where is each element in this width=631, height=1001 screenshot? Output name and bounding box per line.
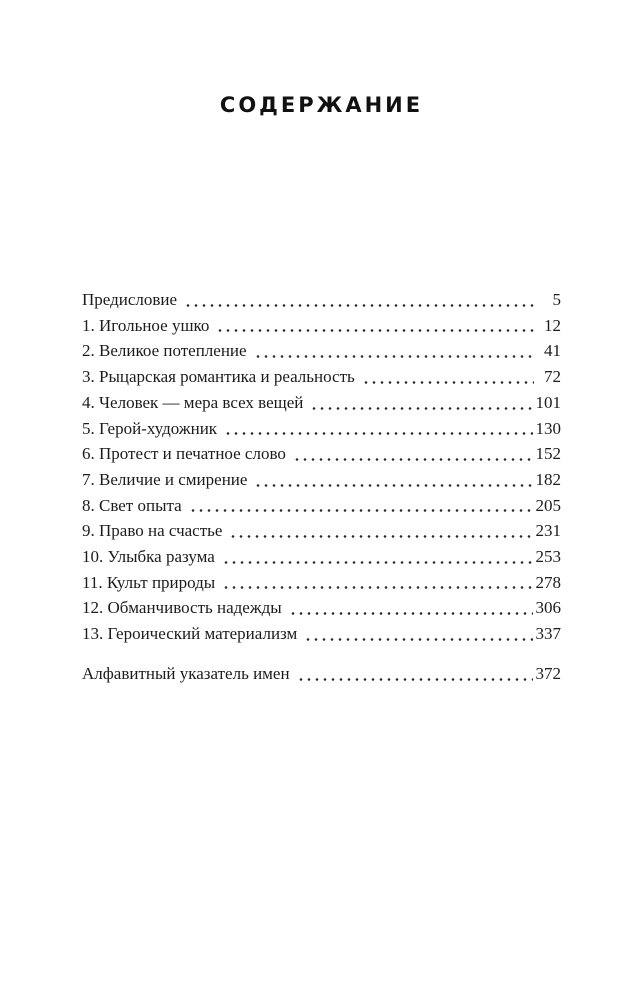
toc-entry-page: 205	[535, 495, 561, 515]
toc-entry-page: 337	[535, 624, 561, 644]
toc-entry-page: 130	[535, 418, 561, 438]
toc-entry-label: Предисловие	[82, 290, 178, 309]
dot-leader	[304, 621, 532, 647]
toc-entry	[82, 621, 561, 647]
toc-entry-page: 41	[544, 341, 561, 361]
toc-entry-label: 9. Право на счастье	[82, 521, 223, 541]
toc-entry-page: 306	[535, 598, 561, 618]
dot-leader	[254, 467, 532, 493]
dot-leader	[293, 441, 533, 467]
toc-entry	[82, 416, 561, 442]
toc-entry-page: 372	[535, 663, 561, 683]
dot-leader	[184, 287, 534, 313]
toc-entry	[82, 570, 561, 596]
dot-leader	[289, 595, 533, 621]
toc-entry-label: 11. Культ природы	[82, 572, 216, 592]
toc-entry-page: 12	[544, 315, 561, 335]
dot-leader	[254, 338, 534, 364]
dot-leader	[189, 493, 533, 519]
toc-entry-label: Алфавитный указатель имен	[82, 663, 290, 683]
toc-entry-page: 152	[535, 444, 561, 464]
toc-entry	[82, 338, 561, 364]
toc-entry-label: 2. Великое потепление	[82, 341, 247, 361]
toc-entry-label: 12. Обманчивость надежды	[82, 598, 282, 618]
toc-entry-label: 13. Героический материализм	[82, 624, 298, 644]
dot-leader	[310, 390, 532, 416]
toc-entry-page: 101	[535, 392, 561, 412]
dot-leader	[362, 364, 534, 390]
toc-entry-page: 253	[535, 547, 561, 567]
toc-list	[82, 287, 561, 687]
toc-entry-page: 182	[535, 469, 561, 489]
dot-leader	[222, 570, 532, 596]
toc-entry	[82, 518, 561, 544]
toc-entry-page: 5	[552, 290, 561, 309]
dot-leader	[222, 544, 533, 570]
toc-entry-label: 3. Рыцарская романтика и реальность	[82, 367, 355, 387]
toc-title: СОДЕРЖАНИЕ	[219, 93, 424, 117]
dot-leader	[297, 661, 533, 687]
toc-entry-page: 72	[544, 367, 561, 387]
toc-entry-label: 1. Игольное ушко	[82, 315, 210, 335]
toc-entry	[82, 441, 561, 467]
toc-entry-page: 278	[535, 572, 561, 592]
toc-entry	[82, 313, 561, 339]
dot-leader	[224, 416, 532, 442]
dot-leader	[229, 518, 532, 544]
toc-entry-label: 7. Величие и смирение	[82, 469, 248, 489]
toc-entry	[82, 544, 561, 570]
toc-entry	[82, 390, 561, 416]
toc-entry	[82, 467, 561, 493]
toc-entry-label: 10. Улыбка разума	[82, 547, 215, 567]
toc-entry	[82, 287, 561, 313]
toc-entry	[82, 493, 561, 519]
dot-leader	[216, 313, 534, 339]
toc-entry-label: 5. Герой-художник	[82, 418, 218, 438]
toc-entry-label: 8. Свет опыта	[82, 495, 182, 515]
toc-entry	[82, 595, 561, 621]
toc-entry	[82, 661, 561, 687]
toc-entry-label: 6. Протест и печатное слово	[82, 444, 286, 464]
toc-entry	[82, 364, 561, 390]
toc-entry-label: 4. Человек — мера всех вещей	[82, 392, 304, 412]
toc-entry-page: 231	[535, 521, 561, 541]
